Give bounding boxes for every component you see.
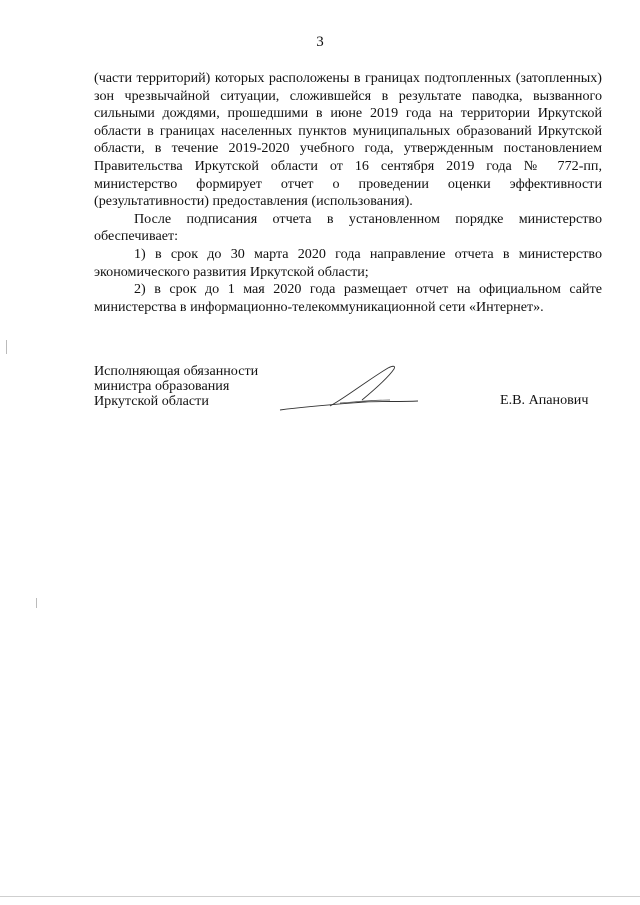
paragraph-obligations-intro: После подписания отчета в установленном порядке министерство обеспечивает: [94,210,602,245]
position-line-1: Исполняющая обязанности [94,363,259,379]
scan-mark [36,598,37,608]
paragraph-item-2: 2) в срок до 1 мая 2020 года размещает отчет на официальном сайте министерства в информационно-телекоммуникационной сети «Интернет». [94,281,602,315]
paragraph-continuation: (части территорий) которых расположены в границах подтопленных (затопленных) зон чрезвычайной ситуации, сложившейся в результате паводка, вызванного сильными дождями, прошедшими в июне 2019 года на территории Иркутской области в границах населенных пунктов муниципальных образований Иркутской области, в течение 2019-2020 учебного года, утвержденным постановлением Правительства Иркутской области от 16 сентября 2019 года № 772-пп, министерство формирует отчет о проведении оценки эффективности (результативности) предоставления (использования). [94,70,602,210]
position-line-2: министра образования [94,378,230,394]
signatory-position [94,364,258,409]
signer-name: Е.В. Апанович [500,392,589,408]
scan-mark [6,340,7,354]
position-line-3: Иркутской области [94,393,209,409]
paragraph-item-1: 1) в срок до 30 марта 2020 года направление отчета в министерство экономического развития Иркутской области; [94,245,602,280]
scan-bottom-edge [0,896,640,897]
document-body [94,70,602,316]
handwritten-signature [270,360,430,420]
page-number: 3 [316,34,324,50]
